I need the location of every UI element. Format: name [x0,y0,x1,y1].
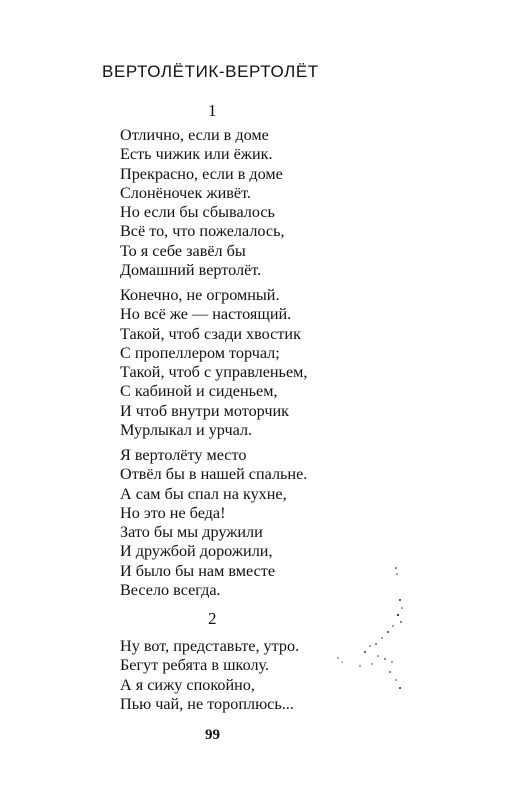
poem-line: Отлично, если в доме [120,126,269,144]
stanza-1 [120,126,285,280]
poem-title: ВЕРТОЛЁТИК-ВЕРТОЛЁТ [102,62,319,81]
poem-line: Домашний вертолёт. [120,261,262,280]
poem-line: С пропеллером торчал; [120,343,280,362]
section-number-2: 2 [208,609,217,628]
poem-line: Слонёночек живёт. [120,183,251,202]
poem-line: Такой, чтоб сзади хвостик [120,324,301,343]
poem-line: Мурлыкал и урчал. [120,421,253,440]
poem-line: А я сижу спокойно, [120,675,255,694]
poem-line: Есть чижик или ёжик. [120,145,273,164]
poem-line: Я вертолёту место [120,446,247,464]
poem-line: Но это не беда! [120,503,226,522]
stanza-3 [120,446,307,600]
poem-line: И чтоб внутри моторчик [120,401,290,420]
section-number-1: 1 [208,101,217,120]
poem-line: И дружбой дорожили, [120,542,273,561]
poem-line: Прекрасно, если в доме [120,164,283,183]
poem-line: Отвёл бы в нашей спальне. [120,465,308,484]
poem-line: Всё то, что пожелалось, [120,222,285,241]
poem-line: Но всё же — настоящий. [120,305,292,324]
scan-noise [330,560,420,700]
poem-line: Бегут ребята в школу. [120,656,270,675]
poem-line: Ну вот, представьте, утро. [120,637,300,655]
poem-line: Пью чай, не тороплюсь... [120,694,294,713]
poem-line: Но если бы сбывалось [120,203,275,222]
stanza-4 [120,637,299,714]
stanza-2 [120,286,307,440]
poem-line: Такой, чтоб с управленьем, [120,363,308,382]
poem-line: Весело всегда. [120,581,221,600]
poem-line: А сам бы спал на кухне, [120,484,287,503]
page-number: 99 [205,727,220,743]
poem-line: С кабиной и сиденьем, [120,382,278,401]
poem-line: То я себе завёл бы [120,241,246,260]
poem-line: Конечно, не огромный. [120,286,280,304]
poem-line: И было бы нам вместе [120,561,276,580]
poem-line: Зато бы мы дружили [120,523,263,542]
